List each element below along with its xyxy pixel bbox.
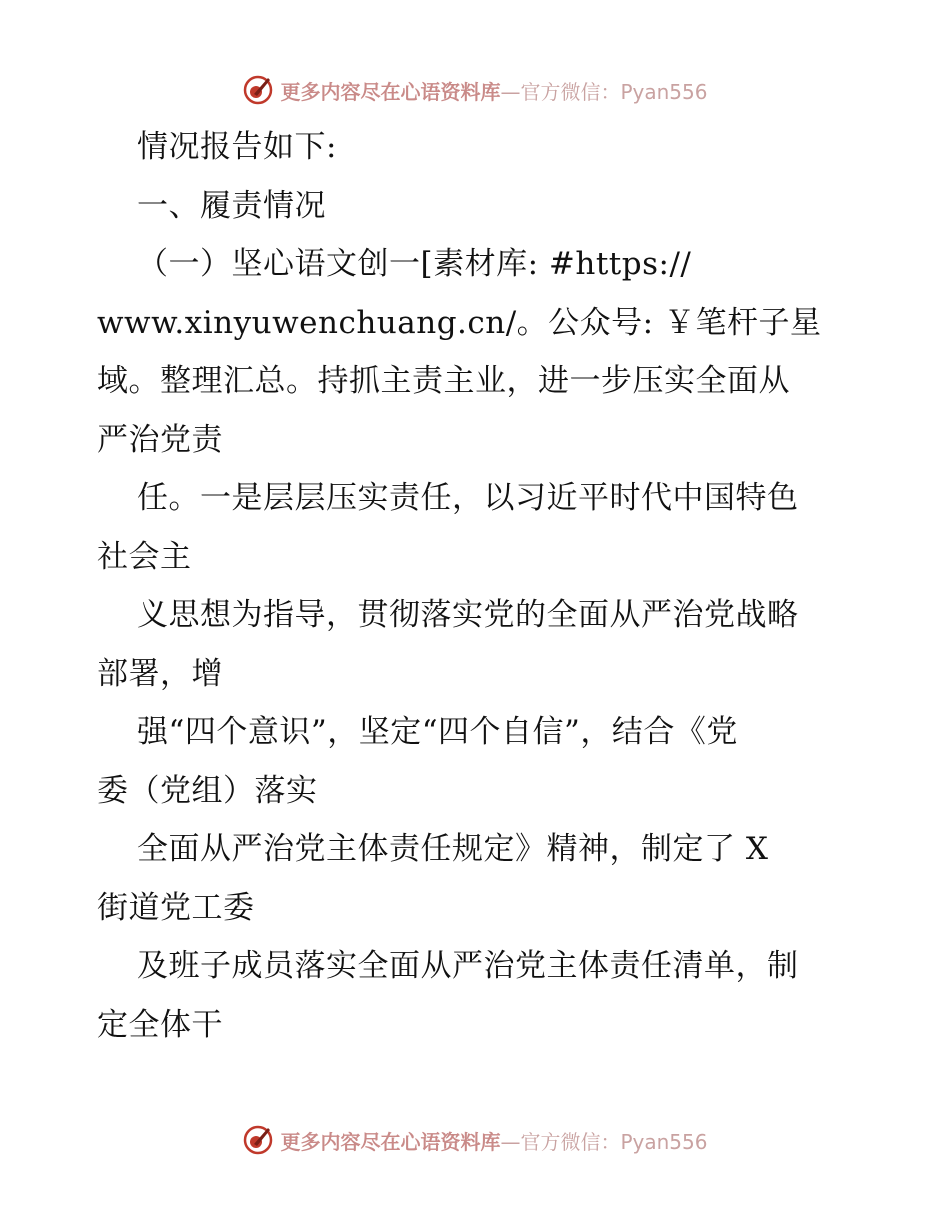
- body-line: 强“四个意识”，坚定“四个自信”，结合《党: [137, 714, 738, 750]
- body-line: 街道党工委: [97, 889, 255, 926]
- body-line: 部署，增: [97, 655, 223, 692]
- footer-watermark-main: 更多内容尽在心语资料库: [280, 1129, 501, 1154]
- body-line: （一）坚心语文创一[素材库: #https://: [137, 246, 692, 282]
- footer-watermark-banner: [0, 1120, 950, 1160]
- quill-logo-icon: [242, 1124, 274, 1156]
- body-line: 任。一是层层压实责任，以习近平时代中国特色: [137, 480, 799, 516]
- body-line: 义思想为指导，贯彻落实党的全面从严治党战略: [137, 597, 799, 633]
- footer-watermark-rest: —官方微信：Pyan556: [500, 1129, 708, 1154]
- body-line: 委（党组）落实: [97, 772, 318, 809]
- header-watermark-banner: [0, 70, 950, 110]
- body-line: www.xinyuwenchuang.cn/。公众号: ￥笔杆子星: [97, 304, 822, 341]
- body-line: 及班子成员落实全面从严治党主体责任清单，制: [137, 948, 799, 984]
- body-line: 定全体干: [97, 1006, 223, 1043]
- quill-logo-icon: [242, 74, 274, 106]
- body-line: 域。整理汇总。持抓主责主业，进一步压实全面从: [97, 363, 790, 399]
- body-line: 社会主: [97, 538, 192, 575]
- body-line: 严治党责: [97, 421, 223, 458]
- header-watermark-rest: —官方微信：Pyan556: [500, 79, 708, 104]
- body-line: 全面从严治党主体责任规定》精神，制定了 X: [137, 831, 769, 867]
- body-line: 情况报告如下:: [137, 129, 337, 165]
- document-body: [97, 118, 857, 1054]
- footer-watermark-text: [280, 1126, 707, 1155]
- header-watermark-text: [280, 76, 707, 105]
- body-line: 一、履责情况: [137, 187, 326, 224]
- header-watermark-main: 更多内容尽在心语资料库: [280, 79, 501, 104]
